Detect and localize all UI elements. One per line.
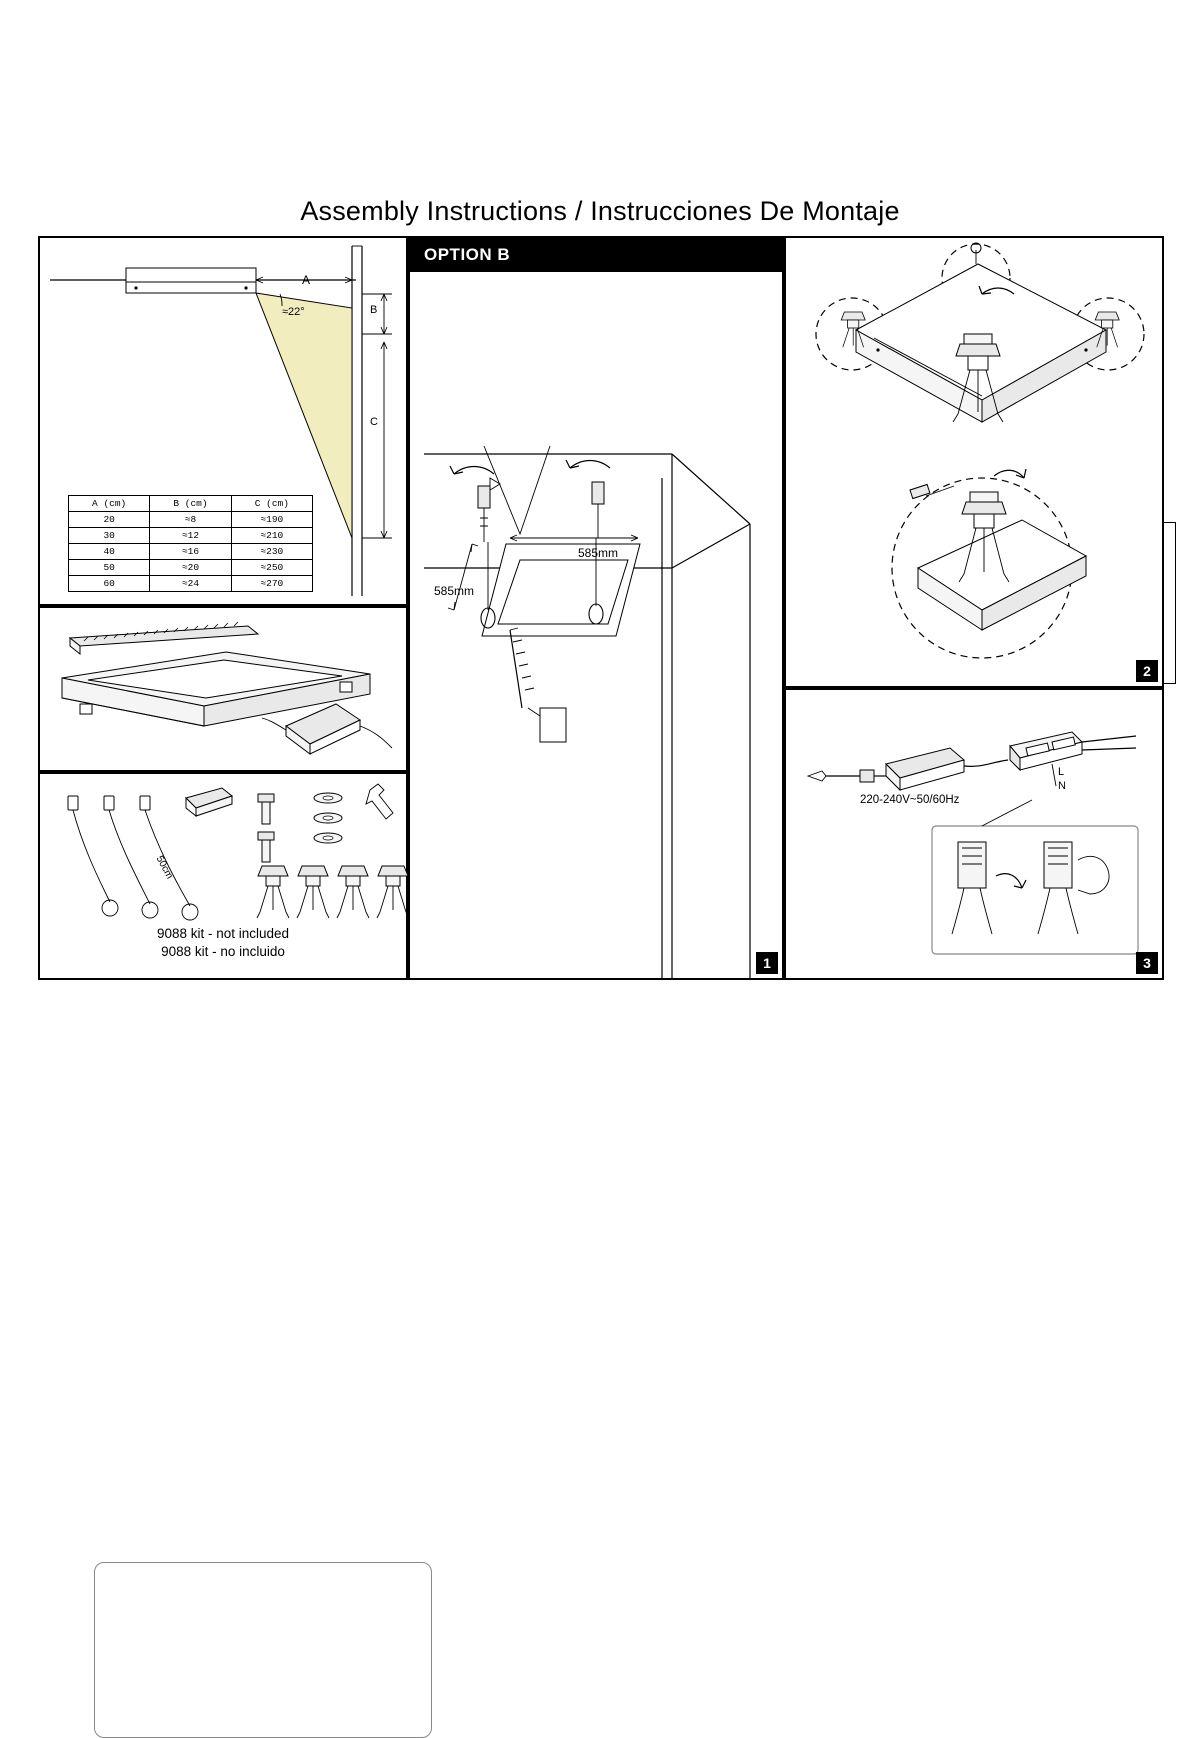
panel-step-2: [784, 236, 1164, 688]
cell-c: ≈270: [231, 576, 312, 592]
kit-caption: [54, 925, 392, 961]
col-header-a: A (cm): [69, 496, 150, 512]
height-dimension-label: 585mm: [434, 584, 475, 598]
cell-c: ≈190: [231, 512, 312, 528]
step1-drawing: [410, 238, 782, 978]
panel-step-3: [784, 688, 1164, 980]
cell-c: ≈250: [231, 560, 312, 576]
col-header-b: B (cm): [150, 496, 231, 512]
voltage-label: 220-240V~50/60Hz: [860, 794, 960, 806]
kit-caption-en: 9088 kit - not included: [156, 926, 290, 941]
step2-drawing: [786, 238, 1162, 686]
table-row: [69, 576, 313, 592]
cell-c: ≈210: [231, 528, 312, 544]
spec-table: [68, 495, 313, 592]
panel-step-1: [408, 236, 784, 980]
step-1-badge: 1: [756, 952, 778, 974]
dimension-a-label: A: [302, 273, 311, 287]
width-dimension-label: 585mm: [578, 546, 619, 560]
cell-b: ≈12: [150, 528, 231, 544]
cell-a: 60: [69, 576, 150, 592]
cable-length-label: 50cm: [153, 854, 175, 881]
step-3-badge: 3: [1136, 952, 1158, 974]
step3-drawing: [786, 690, 1162, 978]
step-2-badge: 2: [1136, 660, 1158, 682]
cell-b: ≈20: [150, 560, 231, 576]
kit-box: [94, 1562, 432, 1738]
cell-a: 20: [69, 512, 150, 528]
table-row: [69, 544, 313, 560]
panel-exploded-fixture: [38, 606, 408, 772]
dimension-c-label: C: [370, 416, 378, 428]
cell-a: 40: [69, 544, 150, 560]
cell-a: 50: [69, 560, 150, 576]
table-row: [69, 512, 313, 528]
kit-caption-es: 9088 kit - no incluido: [161, 944, 285, 960]
cell-c: ≈230: [231, 544, 312, 560]
cell-b: ≈24: [150, 576, 231, 592]
option-b-header: OPTION B: [410, 238, 782, 272]
beam-angle-label: ≈22°: [282, 306, 305, 318]
dimension-b-label: B: [370, 304, 378, 316]
exploded-fixture-drawing: [40, 608, 406, 770]
table-row: [69, 560, 313, 576]
cell-b: ≈8: [150, 512, 231, 528]
page-title: Assembly Instructions / Instrucciones De Montaje: [300, 196, 900, 226]
wire-label-l: L: [1058, 766, 1065, 778]
wire-label-n: N: [1058, 780, 1066, 792]
cell-a: 30: [69, 528, 150, 544]
cell-b: ≈16: [150, 544, 231, 560]
table-header-row: [69, 496, 313, 512]
col-header-c: C (cm): [231, 496, 312, 512]
table-row: [69, 528, 313, 544]
